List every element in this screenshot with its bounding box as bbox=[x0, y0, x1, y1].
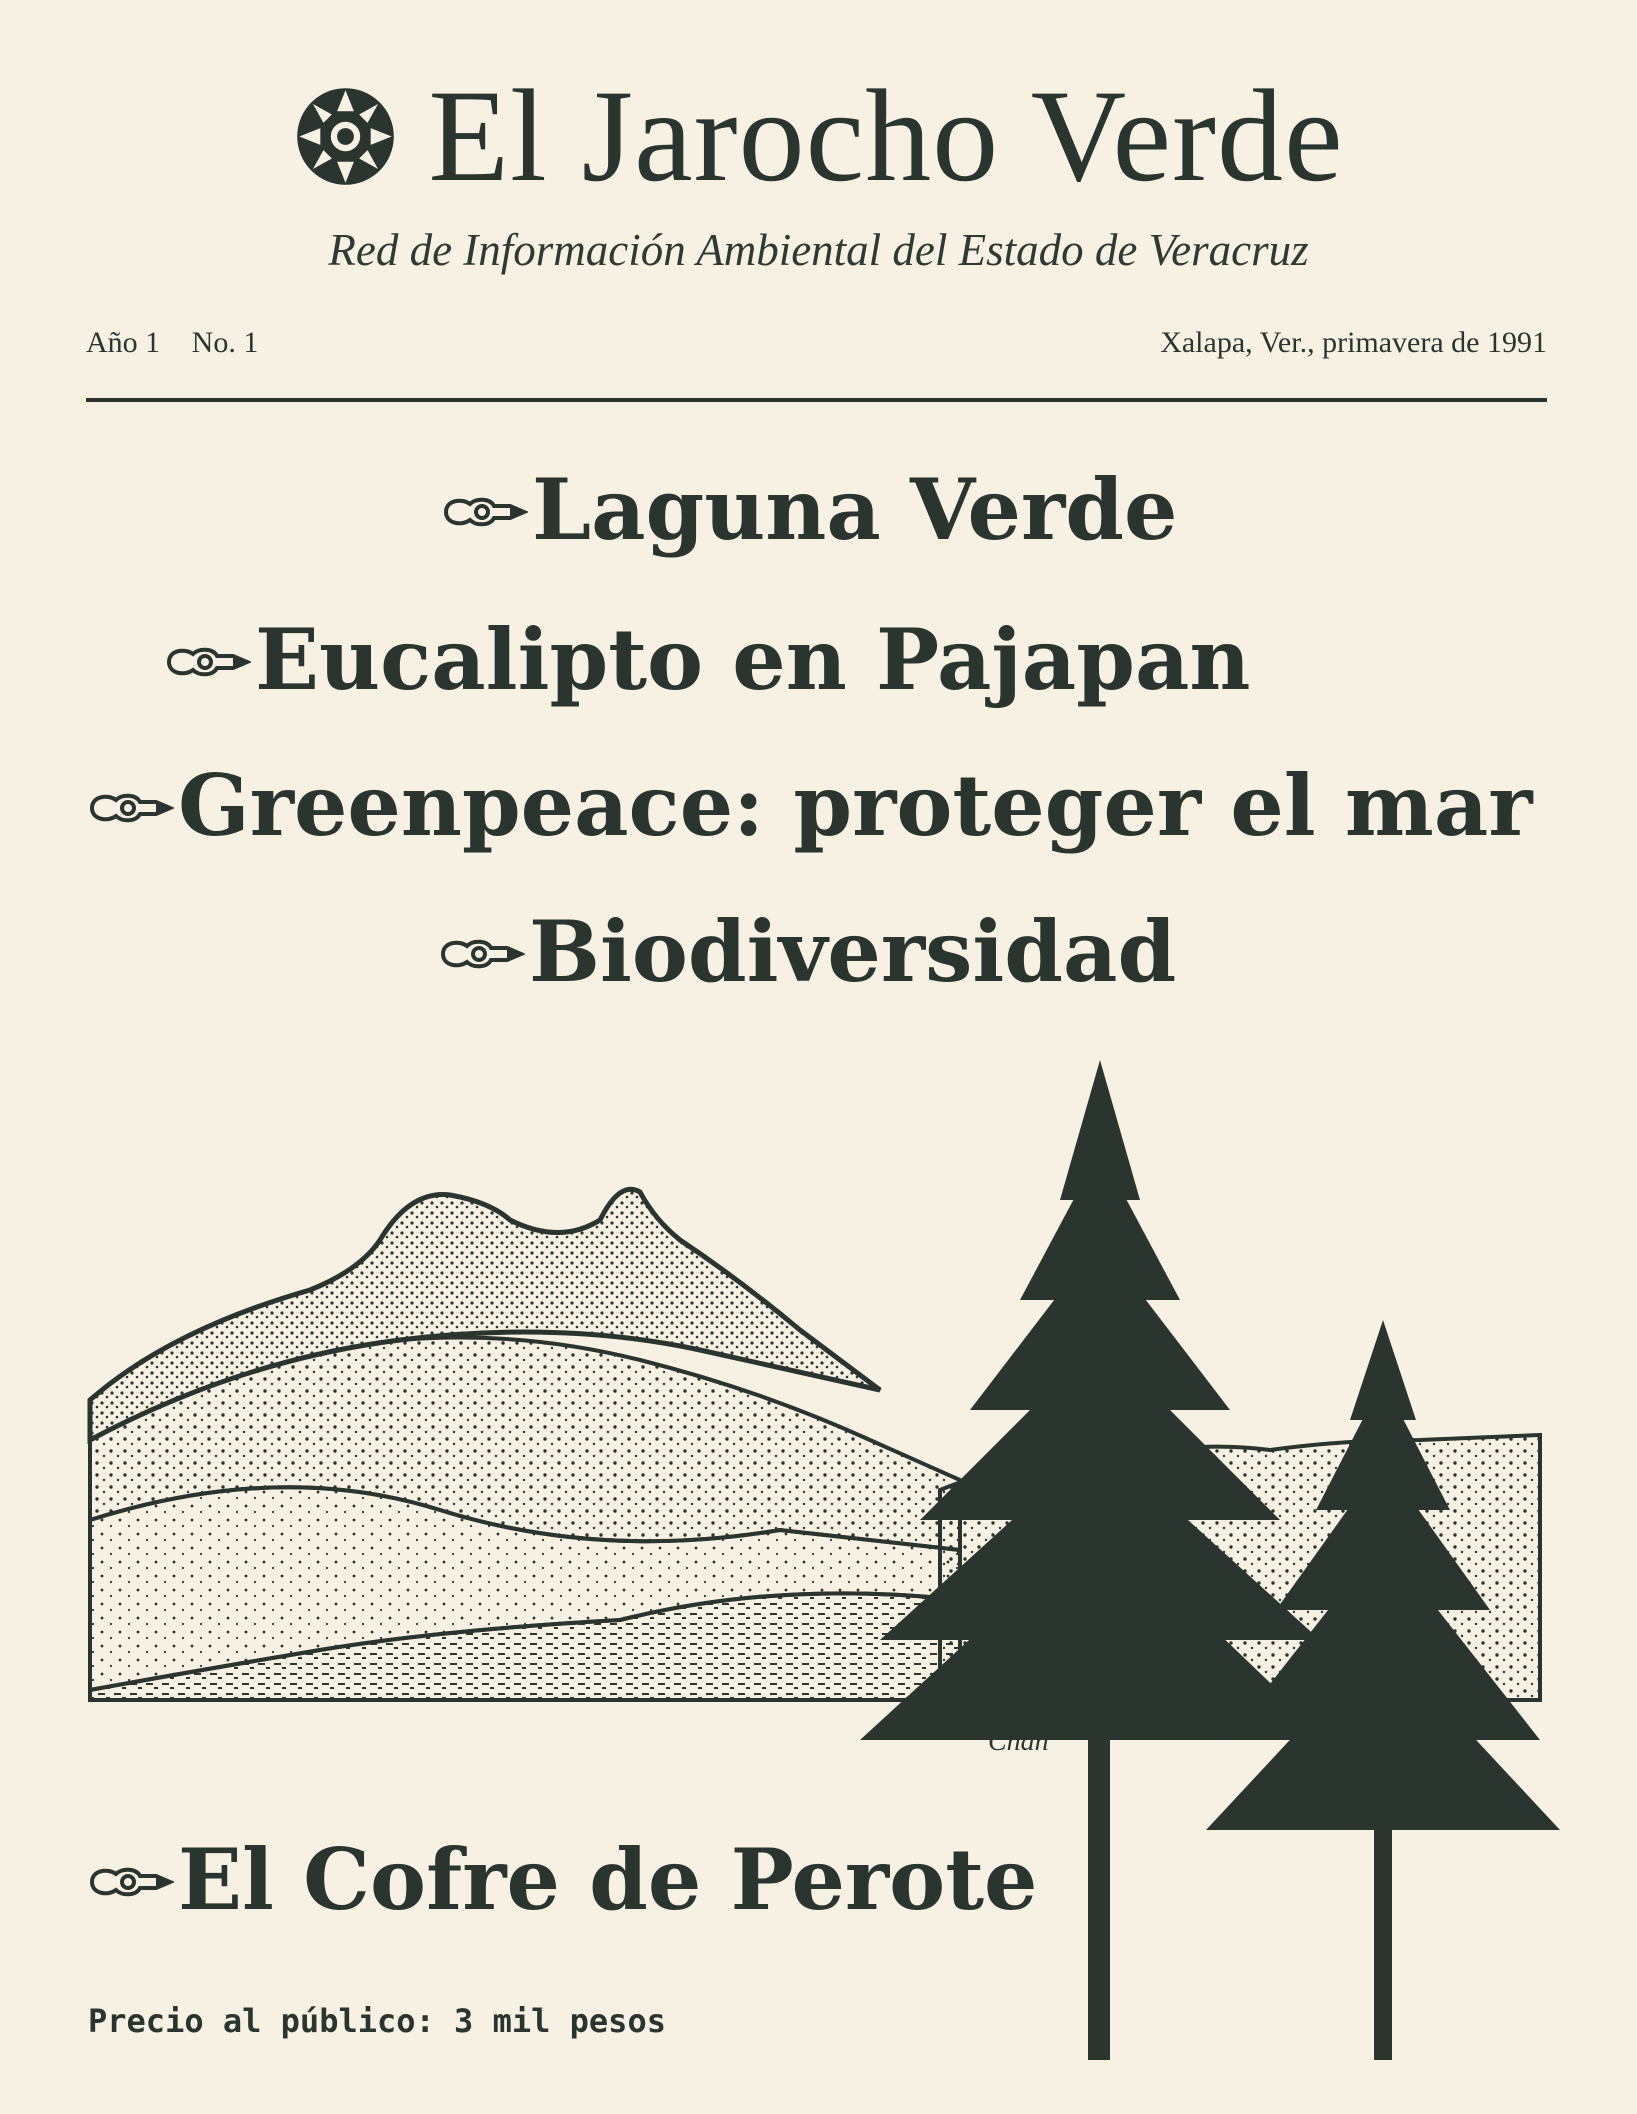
snail-bullet-icon bbox=[86, 786, 174, 826]
sun-emblem-icon bbox=[293, 84, 398, 189]
snail-bullet-icon bbox=[86, 1860, 174, 1900]
issue-info bbox=[86, 326, 282, 360]
title-row bbox=[0, 62, 1637, 209]
issue-place-date: Xalapa, Ver., primavera de 1991 bbox=[1160, 326, 1547, 359]
masthead bbox=[0, 62, 1637, 276]
headline-item bbox=[86, 756, 1533, 855]
headline-item bbox=[86, 1830, 1037, 1929]
issue-year: Año 1 bbox=[86, 326, 161, 359]
illustration-credit: Chan bbox=[988, 1726, 1049, 1757]
headline-item bbox=[437, 902, 1176, 1001]
headline-item bbox=[440, 460, 1177, 559]
headline-text: Eucalipto en Pajapan bbox=[255, 610, 1251, 709]
headline-text: Greenpeace: proteger el mar bbox=[178, 756, 1533, 855]
header-rule bbox=[86, 398, 1547, 402]
newsletter-title: El Jarocho Verde bbox=[428, 62, 1344, 209]
snail-bullet-icon bbox=[440, 490, 528, 530]
newsletter-subtitle: Red de Información Ambiental del Estado de Veracruz bbox=[328, 225, 1309, 275]
headline-item bbox=[163, 610, 1250, 709]
headline-text: El Cofre de Perote bbox=[178, 1830, 1038, 1929]
snail-bullet-icon bbox=[163, 640, 251, 680]
price-label: Precio al público: 3 mil pesos bbox=[88, 2002, 666, 2040]
issue-line bbox=[86, 326, 1547, 360]
headline-text: Biodiversidad bbox=[529, 902, 1177, 1001]
snail-bullet-icon bbox=[437, 932, 525, 972]
issue-number: No. 1 bbox=[191, 326, 259, 359]
headline-text: Laguna Verde bbox=[532, 460, 1178, 559]
